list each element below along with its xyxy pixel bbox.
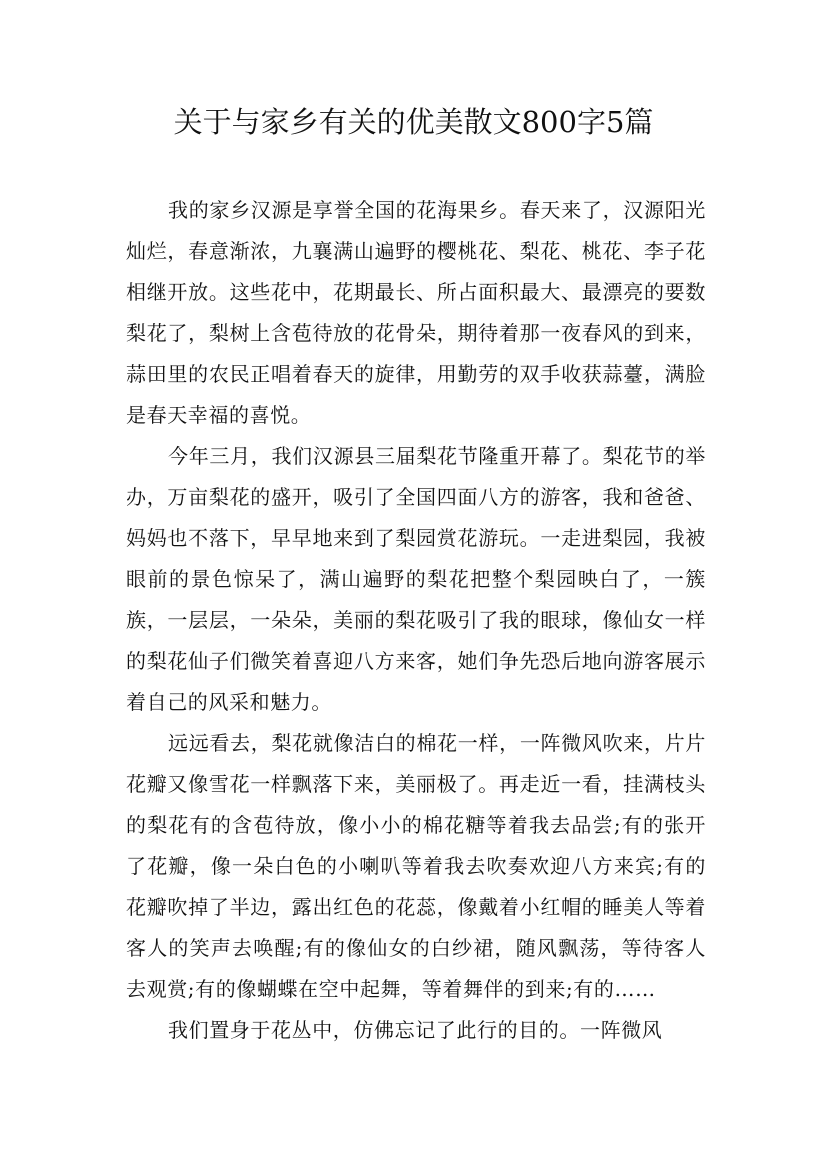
paragraph-2: 今年三月，我们汉源县三届梨花节隆重开幕了。梨花节的举办，万亩梨花的盛开，吸引了全国四面八方的游客，我和爸爸、妈妈也不落下，早早地来到了梨园赏花游玩。一走进梨园，我被眼前的景色惊呆了，满山遍野的梨花把整个梨园映白了，一簇族，一层层，一朵朵，美丽的梨花吸引了我的眼球，像仙女一样的梨花仙子们微笑着喜迎八方来客，她们争先恐后地向游客展示着自己的风采和魅力。 <box>126 444 706 714</box>
paragraph-4: 我们置身于花丛中，仿佛忘记了此行的目的。一阵微风 <box>168 1018 663 1042</box>
paragraph-3: 远远看去，梨花就像洁白的棉花一样，一阵微风吹来，片片花瓣又像雪花一样飘落下来，美丽极了。再走近一看，挂满枝头的梨花有的含苞待放，像小小的棉花糖等着我去品尝;有的张开了花瓣，像一朵白色的小喇叭等着我去吹奏欢迎八方来宾;有的花瓣吹掉了半边，露出红色的花蕊，像戴着小红帽的睡美人等着客人的笑声去唤醒;有的像仙女的白纱裙，随风飘荡，等待客人去观赏;有的像蝴蝶在空中起舞，等着舞伴的到来;有的…… <box>126 731 706 1001</box>
paragraph-1: 我的家乡汉源是享誉全国的花海果乡。春天来了，汉源阳光灿烂，春意渐浓，九襄满山遍野的樱桃花、梨花、桃花、李子花相继开放。这些花中，花期最长、所占面积最大、最漂亮的要数梨花了，梨树上含苞待放的花骨朵，期待着那一夜春风的到来，蒜田里的农民正唱着春天的旋律，用勤劳的双手收获蒜薹，满脸是春天幸福的喜悦。 <box>126 198 706 427</box>
article-body <box>126 190 706 1051</box>
page-title: 关于与家乡有关的优美散文800字5篇 <box>173 105 654 139</box>
